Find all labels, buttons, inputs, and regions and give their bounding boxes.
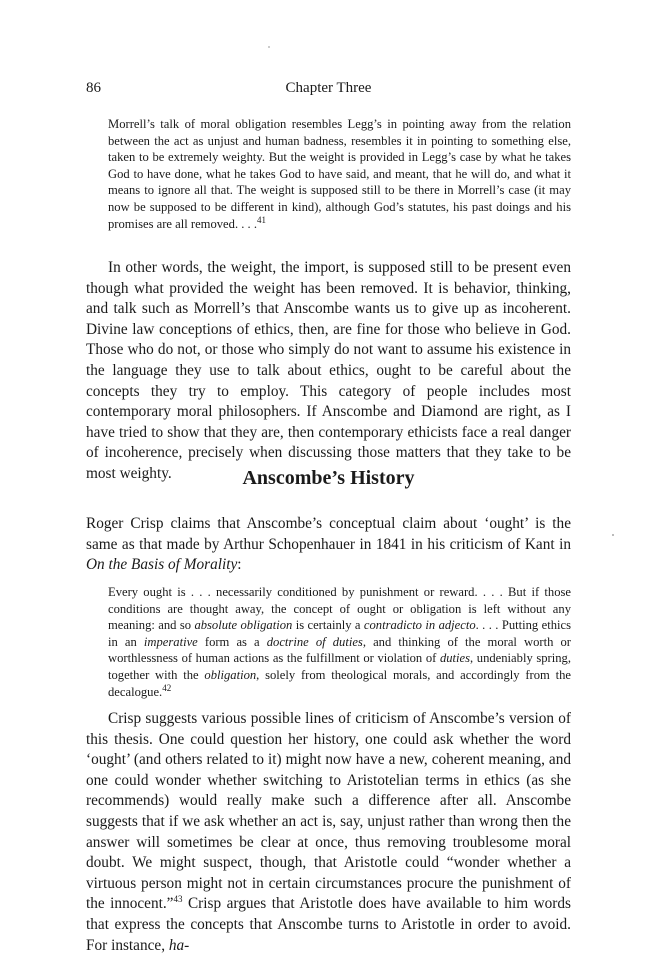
quote-text: form as a [197,634,267,649]
footnote-ref: 43 [173,894,183,905]
quote-italic: obligation [204,667,257,682]
paragraph-colon: : [237,556,242,574]
quote-italic: duties [439,651,471,666]
page-number: 86 [86,80,101,96]
paragraph-text: Crisp argues that Aristotle does have available to him words that express the concepts that Anscombe turns to Aristotle in order to avoid. For instance, [86,895,571,954]
quote-italic: doctrine of duties [266,634,363,649]
paragraph-crisp-claim [86,514,571,576]
paragraph-text: Crisp suggests various possible lines of criticism of Anscombe’s version of this thesis. One could question her history, one could ask whether the word ‘ought’ (and others related to it) might now have a new, coherent meaning, and one could wonder whether switching to Aristotelian terms in ethics (as she recommends) would really make such a difference after all. Anscombe suggests that if we ask whether an act is, say, unjust rather than wrong then the answer will sometimes be clear at once, thus removing troublesome moral doubt. We might suspect, though, that Aristotle could “wonder whether a virtuous person might not in certain circumstances procure the punishment of the innocent.” [86,710,571,913]
book-title: On the Basis of Morality [86,556,238,574]
paragraph-text: Roger Crisp claims that Anscombe’s conceptual claim about ‘ought’ is the same as that made by Arthur Schopenhauer in 1841 in his criticism of Kant in [86,515,571,553]
quote-italic: contradicto in adjecto [363,618,476,633]
footnote-ref: 41 [256,214,266,225]
quote-text: , solely from theological morals, and accordingly from the decalogue. [108,667,571,699]
quote-text: , and thinking of the moral worth or worthlessness of human actions as the fulfillment or violation of [108,634,571,666]
block-quote-schopenhauer [108,584,571,700]
paragraph-weight: In other words, the weight, the import, is supposed still to be present even though what provided the weight has been removed. It is behavior, thinking, and talk such as Morrell’s that Anscombe wants us to give up as incoherent. Divine law conceptions of ethics, then, are fine for those who believe in God. Those who do not, or those who simply do not want to assume his existence in the language they use to talk about ethics, ought to be careful about the concepts they try to employ. This category of people includes most contemporary moral philosophers. If Anscombe and Diamond are right, as I have tried to show that they are, then contemporary ethicists face a real danger of incoherence, precisely when discussing those matters that they take to be most weighty. [86,259,571,482]
quote-text: is certainly a [292,618,364,633]
footnote-ref: 42 [162,682,172,693]
block-quote-morrell [108,116,571,232]
quote-text: Every ought is . . . necessarily conditioned by punishment or reward. . . . But if those conditions are thought away, the concept of ought or obligation is left without any meaning: and so [108,585,571,633]
quote-text: , undeniably spring, together with the [108,651,571,682]
chapter-title: Chapter Three [285,80,372,96]
quote-italic: absolute obligation [194,618,293,633]
running-header [86,80,571,100]
italic-word: ha- [168,936,190,954]
quote-italic: imperative [143,634,198,649]
scan-speck [612,534,614,536]
section-heading: Anscombe’s History [242,467,415,489]
paragraph-crisp-criticism [86,709,571,956]
scan-speck [268,46,270,48]
quote-text: . . . . Putting ethics in an [108,618,571,649]
quote-text: Morrell’s talk of moral obligation resembles Legg’s in pointing away from the relation between the act as unjust and human badness, resembles it in pointing to something else, taken to be extremely weighty. But the weight is provided in Legg’s case by what he takes God to have done, what he takes God to have said, and meant, that he will do, and what it means to ignore all that. The weight is supposed still to be there in Morrell’s case (it may now be supposed to be different in kind), although God’s statutes, his past doings and his promises are all removed. . . . [108,117,571,231]
